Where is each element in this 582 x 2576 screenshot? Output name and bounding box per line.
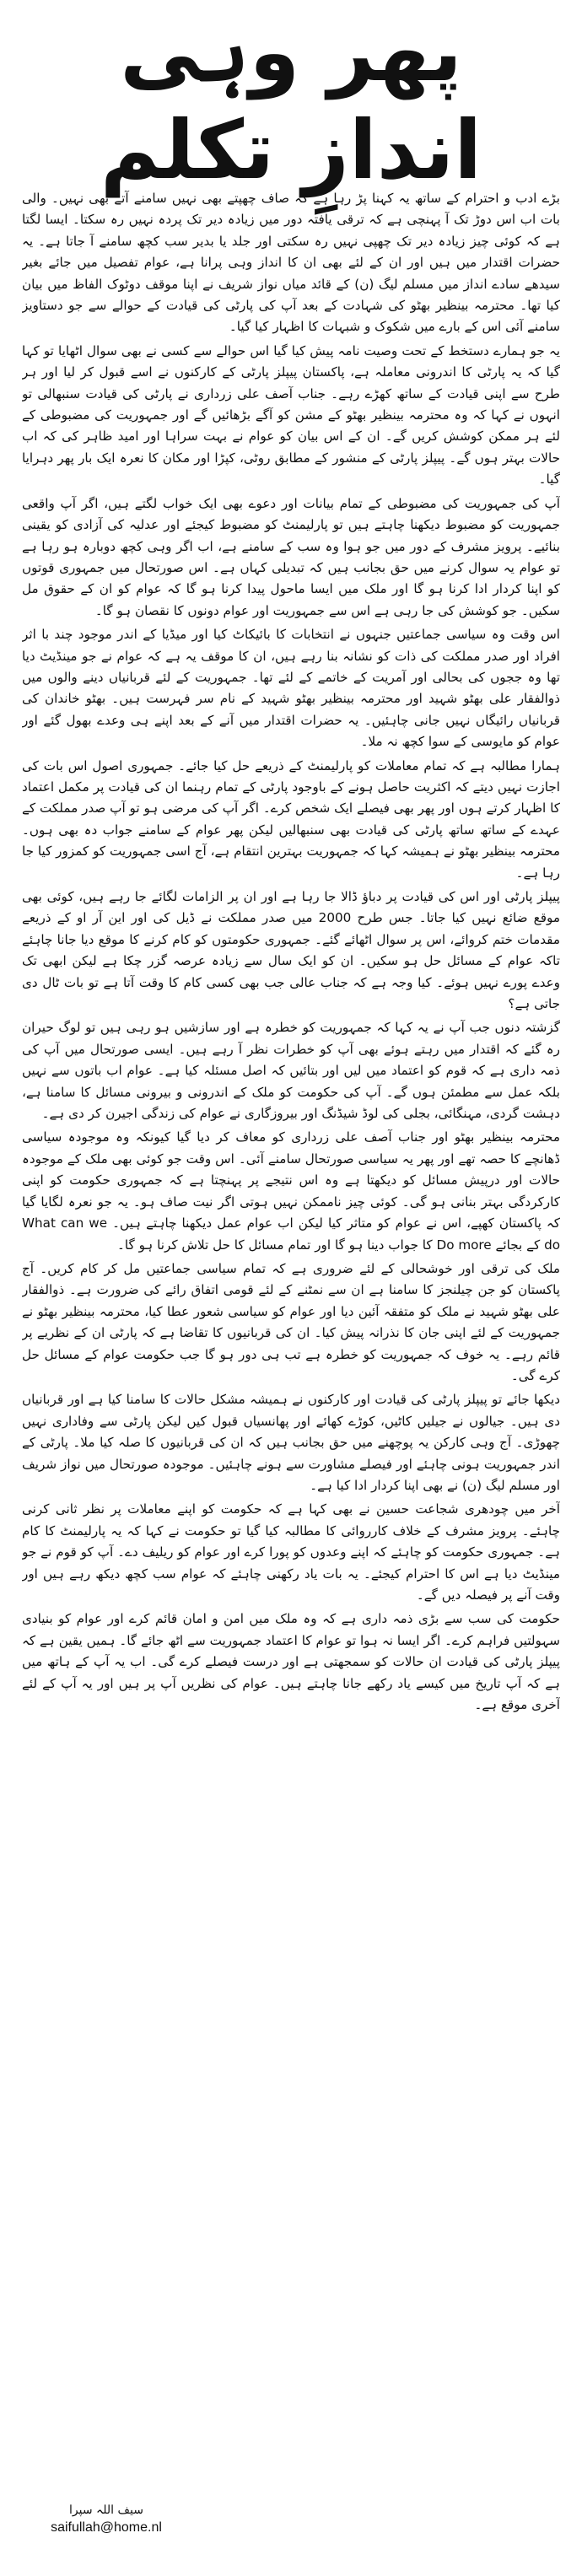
article-paragraph: حکومت کی سب سے بڑی ذمہ داری ہے کہ وہ ملک میں امن و امان قائم کرے اور عوام کو بنیادی سہولتیں فراہم کرے۔ اگر ایسا نہ ہوا تو عوام کا اعتماد جمہوریت سے اٹھ جائے گا۔ ہمیں یقین ہے کہ پیپلز پارٹی کی قیادت ان حالات کو سمجھتی ہے اور درست فیصلے کرے گی۔ اب یہ آپ کے ہاتھ میں ہے کہ آپ تاریخ میں کیسے یاد رکھے جانا چاہتے ہیں۔ عوام کی نظریں آپ پر ہیں اور یہ آپ کے لئے آخری موقع ہے۔ bbox=[22, 1611, 560, 1713]
article-paragraph: پیپلز پارٹی اور اس کی قیادت پر دباؤ ڈالا جا رہا ہے اور ان پر الزامات لگائے جا رہے ہیں، کوئی بھی موقع ضائع نہیں کیا جاتا۔ جس طرح 2000 میں صدر مملکت نے ڈیل کی اور این آر او کے ذریعے مقدمات ختم کروائے، اس پر سوال اٹھائے گئے۔ جمہوری حکومتوں کو کام کرنے کا موقع دیا جانا چاہئے تاکہ عوام کے مسائل حل ہو سکیں۔ ان کو ایک سال سے زیادہ عرصہ گزر چکا ہے لیکن ابھی تک وعدے پورے نہیں ہوئے۔ کیا وجہ ہے کہ جناب عالی جب بھی کسی کام کا وقت آتا ہے تو بات ٹال دی جاتی ہے؟ bbox=[22, 889, 560, 1012]
author-email: saifullah@home.nl bbox=[51, 2520, 162, 2535]
article-paragraph: بڑے ادب و احترام کے ساتھ یہ کہنا پڑ رہا ہے کہ صاف چھپتے بھی نہیں سامنے آتے بھی نہیں۔ والی بات اب اس دوڑ تک آ پہنچی ہے کہ ترقی یافتہ دور میں زیادہ دیر تک پردہ نہیں رہ سکتا۔ ایسا لگتا ہے کہ کوئی چیز زیادہ دیر تک چھپی نہیں رہ سکتی اور جلد یا بدیر سب کچھ سامنے آ جاتا ہے۔ یہ حضرات اقتدار میں ہیں اور ان کے لئے بھی ان کا انداز وہی پرانا ہے، عوام تفصیل میں جائے بغیر سیدھے سادے انداز میں مسلم لیگ (ن) کے قائد میاں نواز شریف نے اپنا موقف دوٹوک الفاظ میں بیان کیا تھا۔ محترمہ بینظیر بھٹو کی شہادت کے بعد آپ کی پارٹی کی قیادت کے حوالے سے جو دستاویز سامنے آئی اس کے بارے میں شکوک و شبہات کا اظہار کیا گیا۔ bbox=[22, 191, 560, 335]
article-paragraph: یہ جو ہمارے دستخط کے تحت وصیت نامہ پیش کیا گیا اس حوالے سے کسی نے بھی سوال اٹھایا تو کہا گیا کہ یہ پارٹی کا اندرونی معاملہ ہے، پاکستان پیپلز پارٹی کے کارکنوں نے اسے قبول کر لیا اور ہر طرح سے اپنی قیادت کے ساتھ کھڑے رہے۔ جناب آصف علی زرداری نے پارٹی کی قیادت سنبھالی تو انہوں نے کہا کہ وہ محترمہ بینظیر بھٹو کے مشن کو آگے بڑھائیں گے اور جمہوریت کی مضبوطی کے لئے ہر ممکن کوشش کریں گے۔ ان کے اس بیان کو عوام نے بہت سراہا اور امید ظاہر کی کہ اب حالات بہتر ہوں گے۔ پیپلز پارٹی کے منشور کے مطابق روٹی، کپڑا اور مکان کا نعرہ ایک بار پھر دہرایا گیا۔ bbox=[22, 342, 560, 488]
article-paragraph: آخر میں چودھری شجاعت حسین نے بھی کہا ہے کہ حکومت کو اپنے معاملات پر نظر ثانی کرنی چاہئے۔ پرویز مشرف کے خلاف کارروائی کا مطالبہ کیا گیا تو حکومت نے کہا کہ یہ پارلیمنٹ کا کام ہے۔ جمہوری حکومت کو چاہئے کہ اپنے وعدوں کو پورا کرے اور عوام کو ریلیف دے۔ آپ کو قوم نے جو مینڈیٹ دیا ہے اس کا احترام کیجئے۔ یہ بات یاد رکھنی چاہئے کہ عوام سب کچھ دیکھ رہے ہیں اور وقت آنے پر فیصلہ دیں گے۔ bbox=[22, 1501, 560, 1603]
article-paragraph: آپ کی جمہوریت کی مضبوطی کے تمام بیانات اور دعوے بھی ایک خواب لگتے ہیں، اگر آپ واقعی جمہوریت کو مضبوط دیکھنا چاہتے ہیں تو پارلیمنٹ کو مضبوط کیجئے اور عدلیہ کی آزادی کو یقینی بنائیے۔ پرویز مشرف کے دور میں جو ہوا وہ سب کے سامنے ہے، اب اگر وہی کچھ دوبارہ ہو رہا ہے تو عوام یہ سوال کرنے میں حق بجانب ہیں کہ تبدیلی کہاں ہے۔ اس صورتحال میں جمہوری قوتوں کو اپنا کردار ادا کرنا ہو گا اور ملک میں ایسا ماحول پیدا کرنا ہو گا کہ عوام کو ان کے حقوق مل سکیں۔ جو کوشش کی جا رہی ہے اس سے جمہوریت اور عوام دونوں کا نقصان ہو گا۔ bbox=[22, 495, 560, 618]
headline-area bbox=[22, 5, 560, 197]
author-signature-block bbox=[22, 2503, 191, 2536]
article-paragraph: ملک کی ترقی اور خوشحالی کے لئے ضروری ہے کہ تمام سیاسی جماعتیں مل کر کام کریں۔ آج پاکستان کو جن چیلنجز کا سامنا ہے ان سے نمٹنے کے لئے قومی اتفاق رائے کی ضرورت ہے۔ ذوالفقار علی بھٹو شہید نے ملک کو متفقہ آئین دیا اور عوام کو سیاسی شعور عطا کیا، محترمہ بینظیر بھٹو نے جمہوریت کے لئے اپنی جان کا نذرانہ پیش کیا۔ ان کی قربانیوں کا تقاضا ہے کہ پارٹی ان کے نظریے پر قائم رہے۔ یہ خوف کہ جمہوریت کو خطرہ ہے تب ہی دور ہو گا جب حکومت عوام کے مسائل حل کرے گی۔ bbox=[22, 1260, 560, 1383]
article-paragraph: اس وقت وہ سیاسی جماعتیں جنہوں نے انتخابات کا بائیکاٹ کیا اور میڈیا کے اندر موجود چند با اثر افراد اور صدر مملکت کی ذات کو نشانہ بنا رہے ہیں، ان کا موقف یہ ہے کہ عوام نے جو مینڈیٹ دیا تھا وہ ججوں کی بحالی اور آمریت کے خاتمے کے لئے تھا۔ جمہوریت کے لئے قربانیاں دینے والوں میں ذوالفقار علی بھٹو شہید اور محترمہ بینظیر بھٹو شہید کے نام سر فہرست ہیں۔ بھٹو خاندان کی قربانیاں رائیگاں نہیں جانی چاہئیں۔ یہ حضرات اقتدار میں آنے کے بعد اپنے ہی وعدے بھول گئے اور عوام کو مایوسی کے سوا کچھ نہ ملا۔ bbox=[22, 627, 560, 750]
column-headline: پھر وہی اندازِ تکلم bbox=[100, 5, 482, 197]
author-signature: سیف اللہ سپرا bbox=[69, 2503, 143, 2517]
article-paragraph: دیکھا جائے تو پیپلز پارٹی کی قیادت اور کارکنوں نے ہمیشہ مشکل حالات کا سامنا کیا ہے اور قربانیاں دی ہیں۔ جیالوں نے جیلیں کاٹیں، کوڑے کھائے اور پھانسیاں قبول کیں لیکن پارٹی سے وفاداری نہیں چھوڑی۔ آج وہی کارکن یہ پوچھنے میں حق بجانب ہیں کہ ان کی قربانیوں کا صلہ کیا ملا۔ پارٹی کے اندر جمہوریت ہونی چاہئے اور فیصلے مشاورت سے ہونے چاہئیں۔ موجودہ صورتحال میں نواز شریف اور مسلم لیگ (ن) نے بھی اپنا کردار ادا کیا ہے۔ bbox=[22, 1392, 560, 1493]
article-body bbox=[22, 188, 560, 2474]
article-paragraph: محترمہ بینظیر بھٹو اور جناب آصف علی زرداری کو معاف کر دیا گیا کیونکہ وہ موجودہ سیاسی ڈھانچے کا حصہ تھے اور پھر یہ سیاسی صورتحال سامنے آئی۔ اس وقت جو کوئی بھی ملک کے موجودہ حالات اور درپیش مسائل کو دیکھتا ہے وہ اس نتیجے پر پہنچتا ہے کہ جمہوری حکومت کو اپنی کارکردگی بہتر بنانی ہو گی۔ کوئی چیز ناممکن نہیں ہوتی اگر نیت صاف ہو۔ یہ جو نعرہ لگایا گیا کہ پاکستان کھپے، اس نے عوام کو متاثر کیا لیکن اب عوام عمل دیکھنا چاہتے ہیں۔ What can we do کے بجائے Do more کا جواب دینا ہو گا اور تمام مسائل کا حل تلاش کرنا ہو گا۔ bbox=[22, 1129, 560, 1253]
article-paragraph: گزشتہ دنوں جب آپ نے یہ کہا کہ جمہوریت کو خطرہ ہے اور سازشیں ہو رہی ہیں تو لوگ حیران رہ گئے کہ اقتدار میں رہتے ہوئے بھی آپ کو خطرات نظر آ رہے ہیں۔ ایسی صورتحال میں آپ کی ذمہ داری ہے کہ قوم کو اعتماد میں لیں اور بتائیں کہ اصل مسئلہ کیا ہے۔ عوام اب باتوں سے نہیں بلکہ عمل سے مطمئن ہوں گے۔ آپ کی حکومت کو ملک کے اندرونی و بیرونی مسائل کا سامنا ہے، دہشت گردی، مہنگائی، بجلی کی لوڈ شیڈنگ اور بیروزگاری نے عوام کی زندگی اجیرن کر دی ہے۔ bbox=[22, 1020, 560, 1122]
article-paragraph: ہمارا مطالبہ ہے کہ تمام معاملات کو پارلیمنٹ کے ذریعے حل کیا جائے۔ جمہوری اصول اس بات کی اجازت نہیں دیتے کہ اکثریت حاصل ہونے کے باوجود پارٹی کے تمام رہنما ان کی قیادت پر مکمل اعتماد کا اظہار کرتے ہوں اور پھر بھی فیصلے ایک شخص کرے۔ اگر آپ کی مرضی ہو تو آپ صدر مملکت کے عہدے کے ساتھ ساتھ پارٹی کی قیادت بھی سنبھالیں لیکن پھر عوام کے سامنے جواب دہ بھی ہوں۔ محترمہ بینظیر بھٹو نے ہمیشہ کہا کہ جمہوریت بہترین انتقام ہے، آج اسی جمہوریت کو کمزور کیا جا رہا ہے۔ bbox=[22, 757, 560, 881]
